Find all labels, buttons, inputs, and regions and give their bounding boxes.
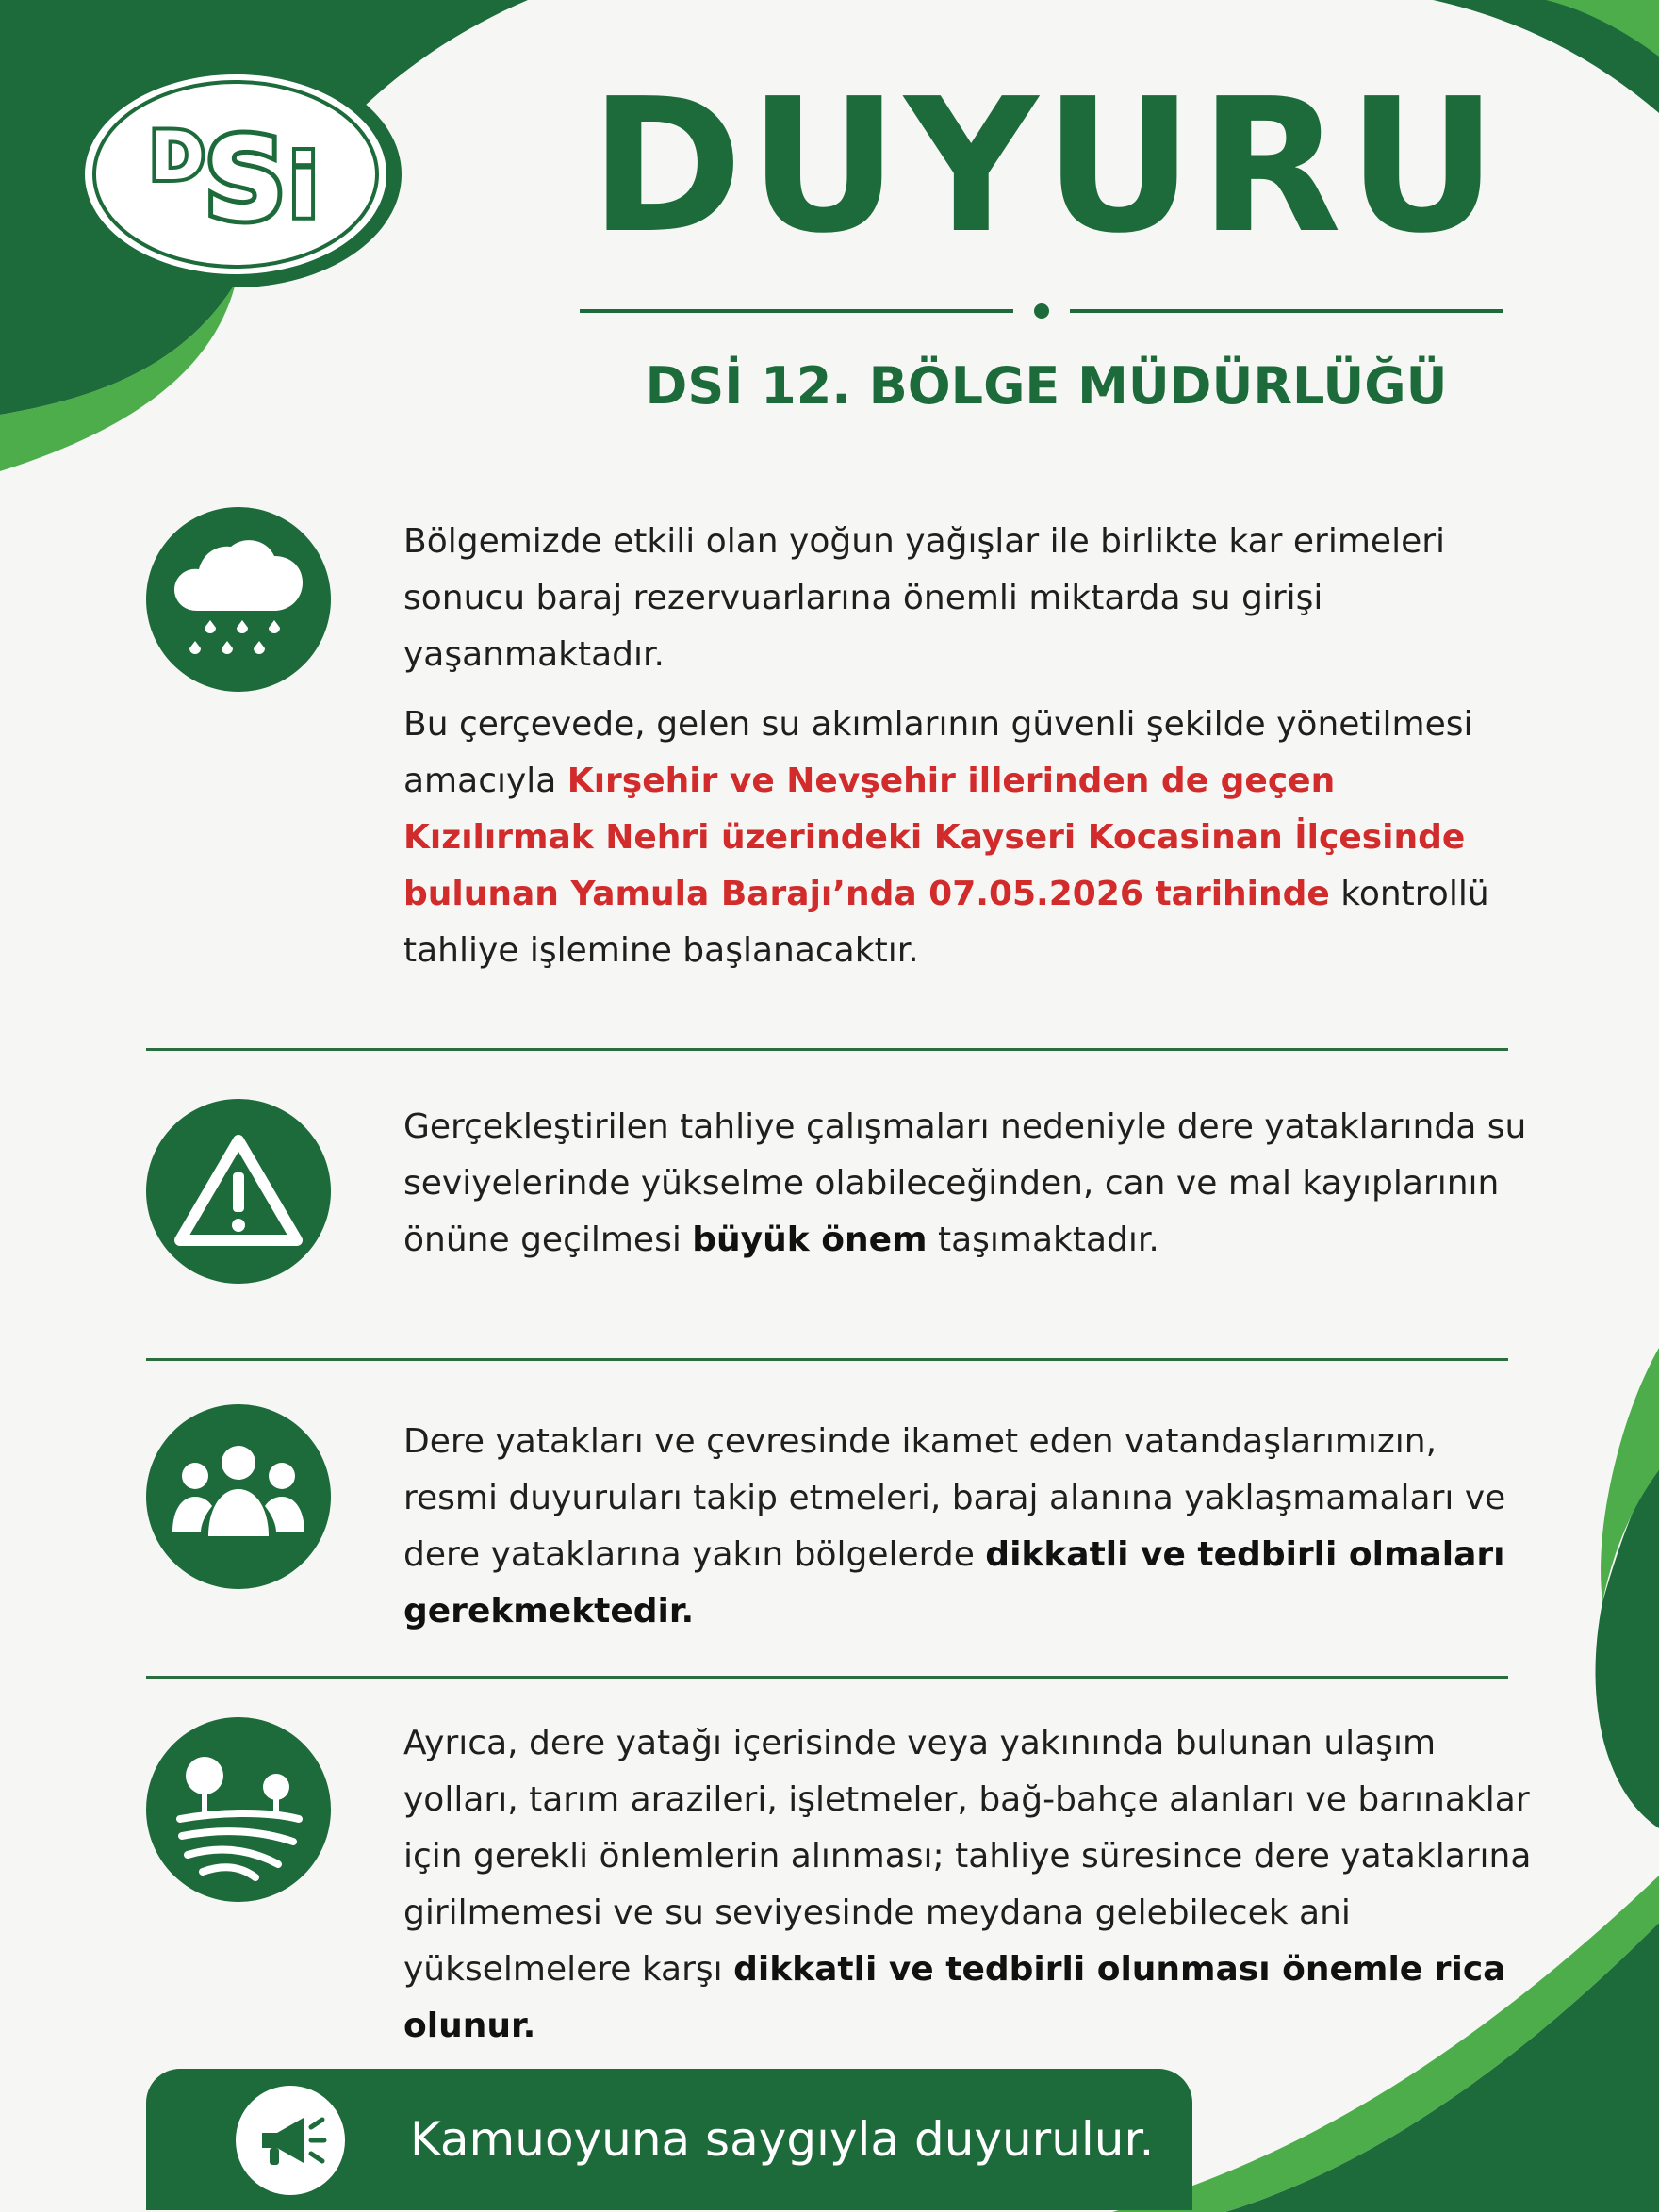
- section-1-paragraph-2: Bu çerçevede, gelen su akımlarının güvenli şekilde yönetilmesi amacıyla Kırşehir ve Nevşehir illerinden de geçen Kızılırmak Nehri üzerindeki Kayseri Kocasinan İlçesinde bulunan Yamula Barajı’nda 07.05.2026 tarihinde kontrollü tahliye işlemine başlanacaktır.: [403, 705, 1489, 970]
- footer-text: Kamuoyuna saygıyla duyurulur.: [410, 2112, 1155, 2167]
- footer-banner: [146, 2069, 1192, 2210]
- section-1-paragraph-1: Bölgemizde etkili olan yoğun yağışlar ile birlikte kar erimeleri sonucu baraj rezervuarlarına önemli miktarda su girişi yaşanmaktadır.: [403, 522, 1446, 674]
- svg-text:i: i: [288, 137, 319, 238]
- section-1-text: [403, 514, 1535, 979]
- page-subtitle: DSİ 12. BÖLGE MÜDÜRLÜĞÜ: [645, 356, 1448, 416]
- highlight-red-text: Kırşehir ve Nevşehir illerinden de geçen Kızılırmak Nehri üzerindeki Kayseri Kocasinan İlçesinde bulunan Yamula Barajı’nda 07.05.2026 tarihinde: [403, 762, 1466, 913]
- section-divider: [146, 1676, 1508, 1679]
- section-3-text: Dere yatakları ve çevresinde ikamet eden vatandaşlarımızın, resmi duyuruları takip etmeleri, baraj alanına yaklaşmamaları ve dere yataklarına yakın bölgelerde dikkatli ve tedbirli olmaları gerekmektedir.: [403, 1422, 1506, 1630]
- section-divider: [146, 1358, 1508, 1361]
- title-divider: [580, 302, 1503, 320]
- svg-text:S: S: [204, 115, 287, 246]
- svg-text:D: D: [149, 118, 205, 195]
- emphasis-text: dikkatli ve tedbirli olmaları gerekmektedir.: [403, 1535, 1505, 1630]
- dsi-logo: [66, 57, 405, 292]
- emphasis-text: dikkatli ve tedbirli olunması önemle rica olunur.: [403, 1950, 1506, 2045]
- section-divider: [146, 1048, 1508, 1051]
- farmland-trees-icon: [146, 1717, 331, 1902]
- megaphone-icon: [236, 2086, 345, 2195]
- warning-triangle-icon: [146, 1099, 331, 1284]
- section-2-text: Gerçekleştirilen tahliye çalışmaları nedeniyle dere yataklarında su seviyelerinde yükselme olabileceğinden, can ve mal kayıplarının önüne geçilmesi büyük önem taşımaktadır.: [403, 1107, 1527, 1259]
- page-title: DUYURU: [589, 59, 1503, 274]
- section-4-text: Ayrıca, dere yatağı içerisinde veya yakınında bulunan ulaşım yolları, tarım arazileri, işletmeler, bağ-bahçe alanları ve barınaklar için gerekli önlemlerin alınması; tahliye süresince dere yataklarına girilmemesi ve su seviyesinde meydana gelebilecek ani yükselmelere karşı dikkatli ve tedbirli olunması önemle rica olunur.: [403, 1724, 1532, 2045]
- emphasis-text: büyük önem: [692, 1221, 928, 1259]
- people-group-icon: [146, 1404, 331, 1589]
- rain-cloud-icon: [146, 507, 331, 692]
